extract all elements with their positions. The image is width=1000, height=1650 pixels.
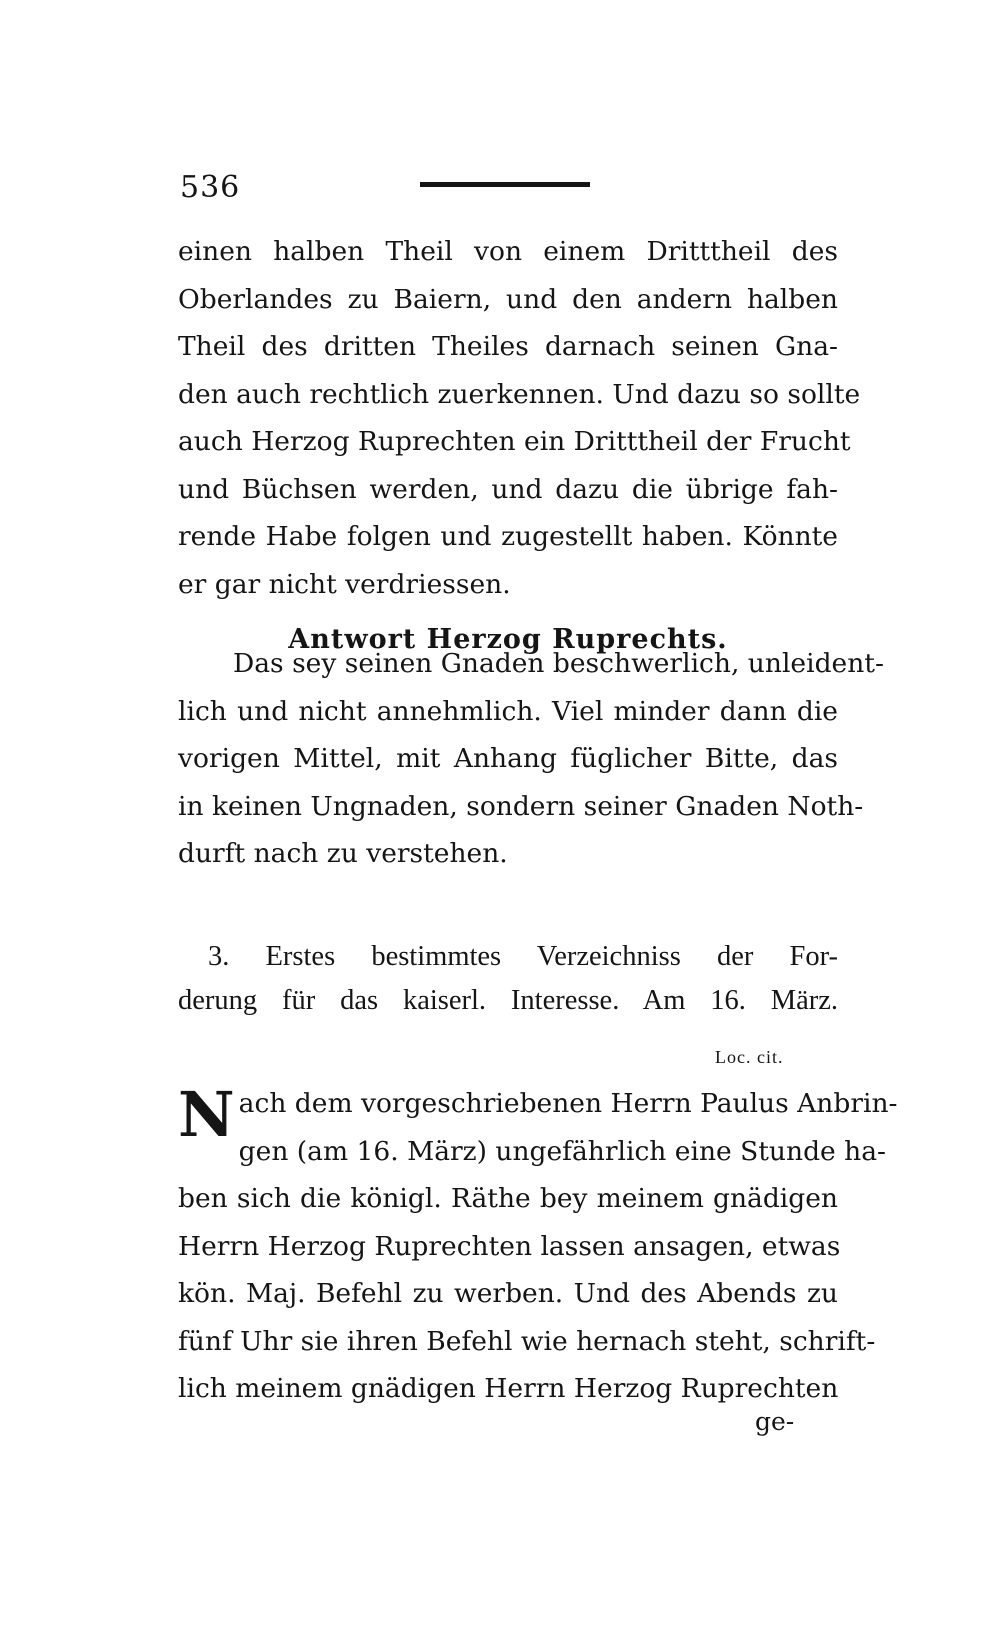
text-line: auch Herzog Ruprechten ein Dritttheil der Frucht: [178, 426, 851, 457]
source-reference: Loc. cit.: [715, 1047, 784, 1067]
text-line: Herrn Herzog Ruprechten lassen ansagen, etwas: [178, 1230, 841, 1262]
section-heading: Antwort Herzog Ruprechts.: [288, 624, 728, 655]
catchword: ge-: [755, 1407, 795, 1436]
paragraph-main: [178, 1078, 898, 1413]
text-line: Das sey seinen Gnaden beschwerlich, unleident-: [233, 648, 884, 679]
text-line: lich und nicht annehmlich. Viel minder dann die: [178, 695, 838, 727]
text-line: rende Habe folgen und zugestellt haben. Könnte: [178, 521, 838, 552]
text-line: gen (am 16. März) ungefährlich eine Stunde ha-: [238, 1135, 886, 1167]
document-title: [178, 935, 838, 1023]
text-line: durft nach zu verstehen.: [178, 838, 508, 869]
text-line: lich meinem gnädigen Herrn Herzog Ruprechten: [178, 1373, 839, 1404]
initial-letter: N: [178, 1078, 235, 1151]
text-line: er gar nicht verdriessen.: [178, 568, 511, 600]
text-line: vorigen Mittel, mit Anhang füglicher Bitte, das: [178, 743, 838, 774]
title-line: derung für das kaiserl. Interesse. Am 16. März.: [178, 985, 838, 1016]
text-line: den auch rechtlich zuerkennen. Und dazu so sollte: [178, 378, 861, 410]
text-line: in keinen Ungnaden, sondern seiner Gnaden Noth-: [178, 790, 864, 822]
page-header: [180, 170, 830, 210]
page-number: 536: [180, 170, 241, 205]
title-line: 3. Erstes bestimmtes Verzeichniss der For-: [208, 941, 838, 972]
paragraph-answer: [178, 640, 884, 878]
text-line: und Büchsen werden, und dazu die übrige fah-: [178, 473, 838, 505]
text-line: einen halben Theil von einem Dritttheil des: [178, 236, 838, 267]
text-line: Oberlandes zu Baiern, und den andern halben: [178, 283, 838, 315]
header-rule: [420, 182, 590, 187]
text-line: Theil des dritten Theiles darnach seinen Gna-: [178, 331, 838, 362]
paragraph-continuation: [178, 228, 861, 608]
text-line: fünf Uhr sie ihren Befehl wie hernach steht, schrift-: [178, 1325, 876, 1357]
text-line: kön. Maj. Befehl zu werben. Und des Abends zu: [178, 1278, 838, 1309]
text-line: ben sich die königl. Räthe bey meinem gnädigen: [178, 1183, 838, 1214]
text-line: ach dem vorgeschriebenen Herrn Paulus Anbrin-: [238, 1088, 898, 1119]
